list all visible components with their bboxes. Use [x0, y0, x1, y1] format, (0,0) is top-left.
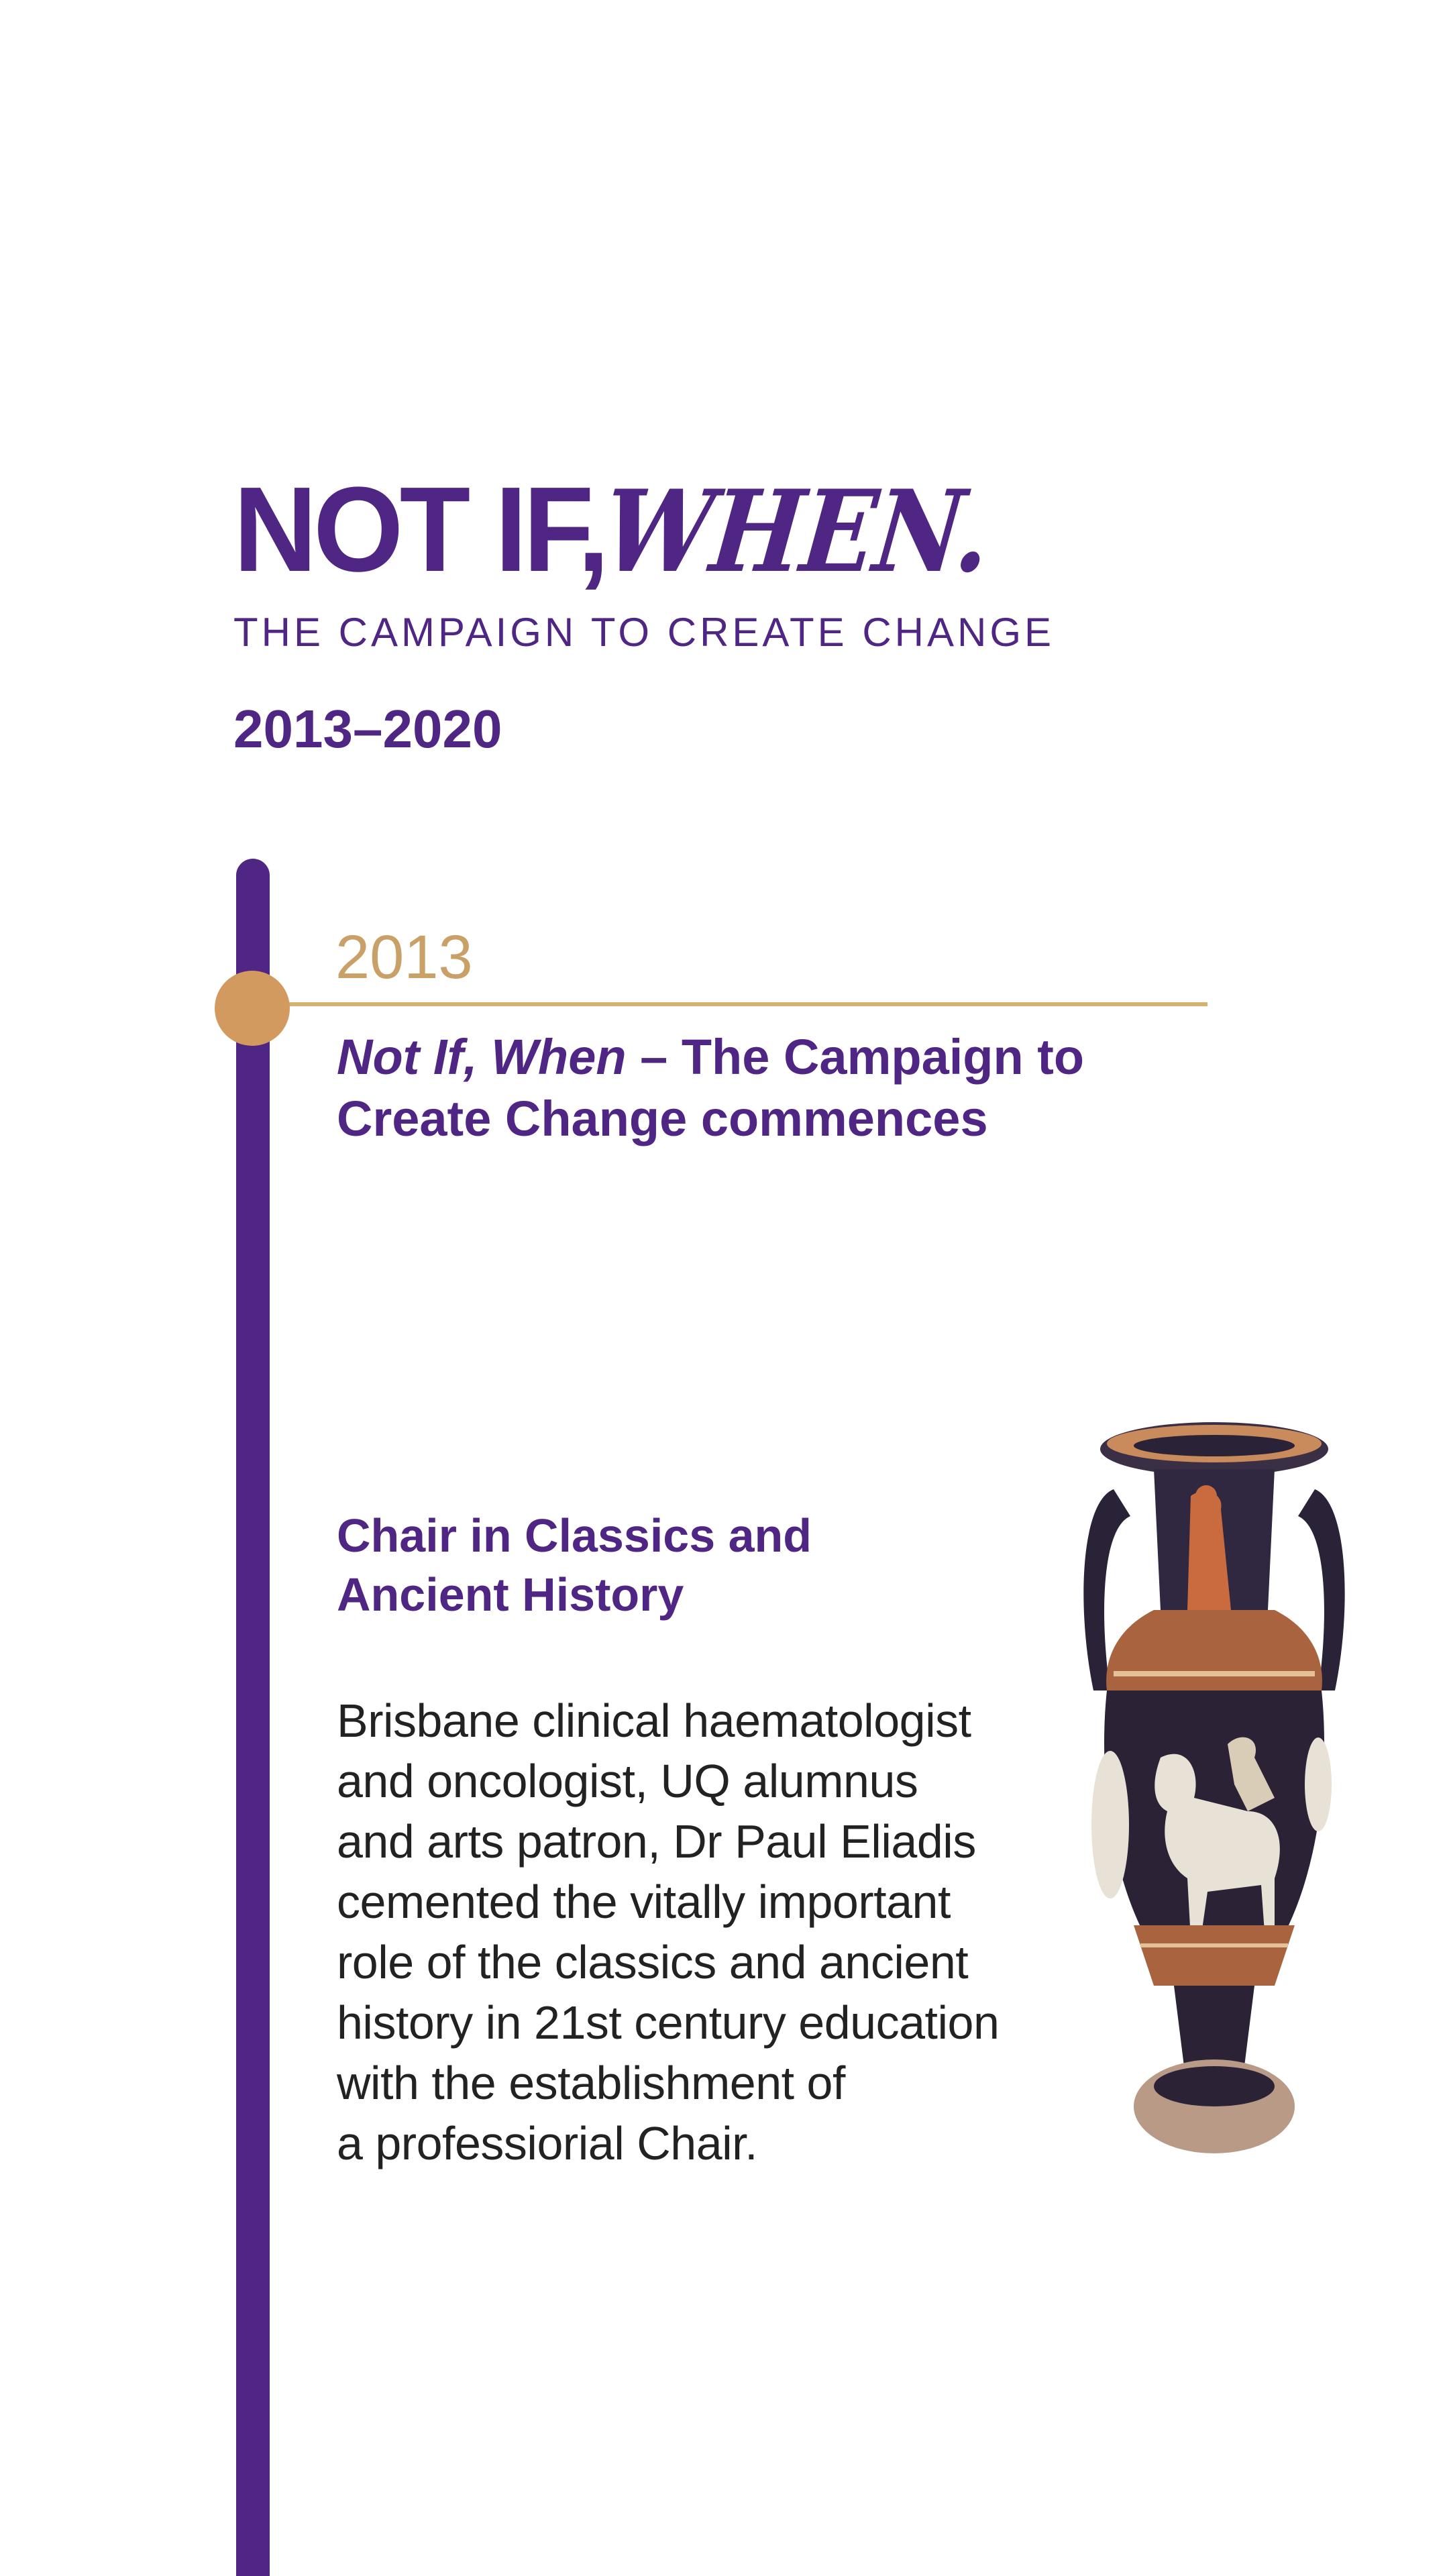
timeline-marker-dot: [215, 971, 290, 1046]
feature-body-line: with the establishment of: [337, 2057, 845, 2109]
feature-body-line: cemented the vitally important: [337, 1876, 951, 1928]
feature-heading-line: Ancient History: [337, 1568, 684, 1621]
feature-body-line: and arts patron, Dr Paul Eliadis: [337, 1815, 976, 1868]
feature-body: [337, 1690, 1075, 2174]
event-title-rest: – The Campaign to Create Change commences: [337, 1029, 1085, 1146]
feature-body-line: a professiorial Chair.: [337, 2117, 758, 2169]
feature-body-line: role of the classics and ancient: [337, 1936, 969, 1988]
feature-heading: [337, 1506, 941, 1624]
timeline-year-rule: [268, 1002, 1208, 1006]
logo-text-main: NOT IF,: [233, 462, 606, 597]
feature-body-line: Brisbane clinical haematologist: [337, 1695, 971, 1747]
event-title-italic: Not If, When: [337, 1029, 627, 1085]
feature-body-line: and oncologist, UQ alumnus: [337, 1755, 918, 1807]
feature-heading-line: Chair in Classics and: [337, 1509, 812, 1562]
campaign-header: [233, 462, 1106, 760]
campaign-years: 2013–2020: [233, 699, 502, 759]
feature-body-line: history in 21st century education: [337, 1996, 1000, 2049]
timeline-year: 2013: [335, 923, 473, 991]
greek-amphora-vase-icon: [1073, 1409, 1355, 2187]
campaign-logo: [233, 462, 1106, 598]
campaign-tagline: THE CAMPAIGN TO CREATE CHANGE: [233, 610, 1055, 655]
timeline-bar: [236, 859, 270, 2576]
timeline-event-title: [337, 1026, 1142, 1150]
logo-text-script: WHEN.: [597, 465, 996, 598]
